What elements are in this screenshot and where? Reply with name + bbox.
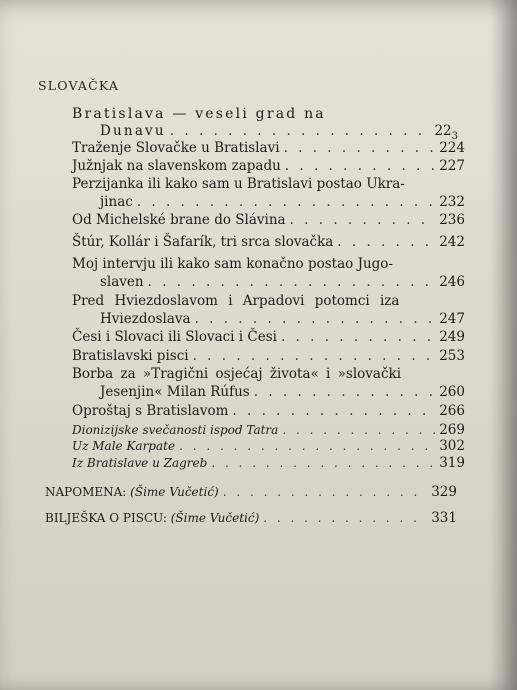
toc-page-number: 246 [439, 274, 465, 290]
leader-dots [179, 440, 435, 452]
toc-entry-title: Od Michelské brane do Slávina [72, 212, 286, 228]
toc-entry-title: Iz Bratislave u Zagreb [72, 456, 208, 470]
toc-entry-title: Dionizijske svečanosti ispod Tatra [72, 423, 279, 437]
toc-entry [100, 276, 465, 290]
leader-dots [285, 160, 435, 174]
page-gutter-shadow [489, 0, 517, 690]
toc-entry-title: Jesenjin« Milan Rúfus [100, 384, 250, 400]
toc-entry-line1: Borba za »Tragični osjećaj života« i »slovački [72, 366, 402, 382]
toc-entry [100, 386, 465, 400]
back-matter-label: BILJEŠKA O PISCU: [45, 511, 167, 525]
toc-entry [100, 313, 465, 327]
toc-page-number: 232 [439, 194, 465, 210]
toc-back-matter-title [45, 512, 259, 524]
toc-page-number: 236 [439, 212, 465, 228]
section-heading: SLOVAČKA [38, 78, 120, 93]
toc-page-number: 227 [439, 158, 465, 174]
toc-back-matter-entry [45, 486, 457, 500]
toc-entry [72, 440, 465, 454]
toc-entry [72, 214, 465, 228]
leader-dots [137, 196, 435, 210]
toc-entry-title: Štúr, Kollár i Šafarík, tri srca slovačka [72, 234, 334, 250]
toc-entry-title: Dunavu [100, 123, 166, 139]
leader-dots [254, 386, 435, 400]
toc-page-number: 302 [439, 438, 465, 454]
back-matter-author: (Šime Vučetić) [170, 511, 260, 525]
toc-entry-title: jinac [100, 194, 133, 210]
toc-entry [72, 331, 465, 345]
toc-entry-line1: Pred Hviezdoslavom i Arpadovi potomci iza [72, 293, 400, 309]
toc-page-number: 269 [439, 422, 465, 438]
toc-entry-title: Hviezdoslava [100, 311, 191, 327]
toc-page-number-main: 22 [434, 123, 452, 139]
toc-page-number: 242 [439, 234, 465, 250]
leader-dots [284, 142, 436, 156]
toc-page-number: 266 [439, 403, 465, 419]
leader-dots [282, 424, 435, 436]
toc-entry [72, 424, 465, 438]
leader-dots [337, 236, 435, 250]
toc-entry-title: Uz Male Karpate [72, 439, 176, 453]
toc-entry-title: Traženje Slovačke u Bratislavi [72, 140, 280, 156]
toc-entry [100, 196, 465, 210]
toc-page-number: 329 [431, 484, 457, 500]
back-matter-label: NAPOMENA: [45, 485, 127, 499]
toc-entry-title: Bratislavski pisci [72, 348, 189, 364]
leader-dots [223, 486, 428, 498]
back-matter-author: (Šime Vučetić) [130, 485, 219, 499]
toc-back-matter-entry [45, 512, 457, 526]
toc-page-number: 249 [439, 329, 465, 345]
toc-back-matter-title [45, 486, 219, 498]
toc-page-number: 260 [439, 384, 465, 400]
leader-dots [195, 313, 436, 327]
leader-dots [170, 125, 431, 139]
toc-entry-line1: Moj intervju ili kako sam konačno postao Jugo- [72, 256, 394, 272]
toc-entry-title: Južnjak na slavenskom zapadu [72, 158, 281, 174]
leader-dots [281, 331, 435, 345]
toc-entry [72, 160, 465, 174]
toc-entry [72, 457, 465, 471]
toc-entry-line1: Perzijanka ili kako sam u Bratislavi postao Ukra- [72, 176, 405, 192]
leader-dots [232, 405, 435, 419]
toc-page-number: 331 [431, 510, 457, 526]
toc-page-number: 247 [439, 311, 465, 327]
toc-page-number-suffix: 3 [451, 131, 458, 142]
toc-page-number [434, 123, 458, 142]
toc-page-number: 253 [439, 348, 465, 364]
toc-page-number: 319 [439, 455, 465, 471]
leader-dots [290, 214, 436, 228]
toc-entry [100, 123, 458, 142]
toc-entry [72, 405, 465, 419]
leader-dots [211, 457, 435, 469]
toc-page-number: 224 [439, 140, 465, 156]
leader-dots [148, 276, 436, 290]
toc-entry-line1: Bratislava — veseli grad na [72, 106, 326, 122]
toc-entry [72, 142, 465, 156]
toc-entry-title: slaven [100, 274, 144, 290]
toc-entry-title: Oproštaj s Bratislavom [72, 403, 229, 419]
leader-dots [263, 512, 427, 524]
toc-entry [72, 350, 465, 364]
toc-entry-title: Česi i Slovaci ili Slovaci i Česi [72, 329, 277, 345]
toc-entry [72, 236, 465, 250]
leader-dots [193, 350, 436, 364]
